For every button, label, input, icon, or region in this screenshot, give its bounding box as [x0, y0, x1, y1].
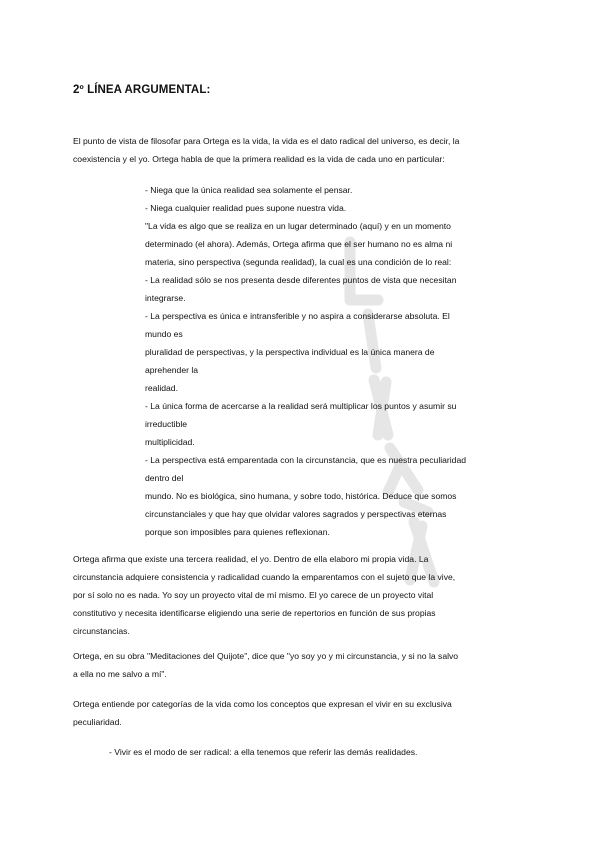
text-line: constitutivo y necesita identificarse eligiendo una serie de repertorios en función de sus propias: [73, 608, 436, 618]
tercera-realidad-paragraph: [73, 550, 533, 640]
vivir-list: [109, 743, 529, 761]
text-line: Ortega, en su obra "Meditaciones del Quijote", dice que "yo soy yo y mi circunstancia, y si no la salvo: [73, 651, 459, 661]
text-line: circunstancias.: [73, 626, 130, 636]
list-item: pluralidad de perspectivas, y la perspectiva individual es la única manera de: [145, 347, 435, 357]
list-item: - Vivir es el modo de ser radical: a ella tenemos que referir las demás realidades.: [109, 747, 418, 757]
list-item: circunstanciales y que hay que olvidar valores sagrados y perspectivas eternas: [145, 509, 447, 519]
list-item: mundo. No es biológica, sino humana, y sobre todo, histórica. Deduce que somos: [145, 491, 457, 501]
list-item: - La única forma de acercarse a la realidad será multiplicar los puntos y asumir su: [145, 401, 457, 411]
quote-line: determinado (el ahora). Además, Ortega afirma que el ser humano no es alma ni: [145, 239, 453, 249]
list-item: - La realidad sólo se nos presenta desde diferentes puntos de vista que necesitan: [145, 275, 457, 285]
list-item: mundo es: [145, 329, 183, 339]
text-line: peculiaridad.: [73, 717, 122, 727]
list-item: - Niega cualquier realidad pues supone nuestra vida.: [145, 203, 347, 213]
text-line: Ortega entiende por categorías de la vida como los conceptos que expresan el vivir en su exclusiva: [73, 699, 452, 709]
text-line: por sí solo no es nada. Yo soy un proyecto vital de mí mismo. El yo carece de un proyecto vital: [73, 590, 434, 600]
list-item: aprehender la: [145, 365, 199, 375]
section-heading: 2º LÍNEA ARGUMENTAL:: [73, 84, 211, 96]
perspective-list: [145, 181, 530, 541]
text-line: coexistencia y el yo. Ortega habla de que la primera realidad es la vida de cada uno en particular:: [73, 154, 445, 164]
list-item: dentro del: [145, 473, 184, 483]
quote-line: materia, sino perspectiva (segunda realidad), la cual es una condición de lo real:: [145, 257, 452, 267]
text-line: El punto de vista de filosofar para Ortega es la vida, la vida es el dato radical del universo, es decir, la: [73, 136, 460, 146]
text-line: a ella no me salvo a mí".: [73, 669, 167, 679]
list-item: - La perspectiva está emparentada con la circunstancia, que es nuestra peculiaridad: [145, 455, 467, 465]
list-item: porque son imposibles para quienes reflexionan.: [145, 527, 330, 537]
list-item: - Niega que la única realidad sea solamente el pensar.: [145, 185, 353, 195]
quijote-paragraph: [73, 647, 533, 683]
text-line: Ortega afirma que existe una tercera realidad, el yo. Dentro de ella elaboro mi propia vida. La: [73, 554, 429, 564]
list-item: realidad.: [145, 383, 178, 393]
list-item: - La perspectiva es única e intransferible y no aspira a considerarse absoluta. El: [145, 311, 450, 321]
list-item: integrarse.: [145, 293, 186, 303]
quote-line: "La vida es algo que se realiza en un lugar determinado (aquí) y en un momento: [145, 221, 451, 231]
intro-paragraph: [73, 132, 533, 168]
list-item: irreductible: [145, 419, 188, 429]
categorias-paragraph: [73, 695, 533, 731]
text-line: circunstancia adquiere consistencia y radicalidad cuando la emparentamos con el sujeto que la vive,: [73, 572, 456, 582]
list-item: multiplicidad.: [145, 437, 195, 447]
